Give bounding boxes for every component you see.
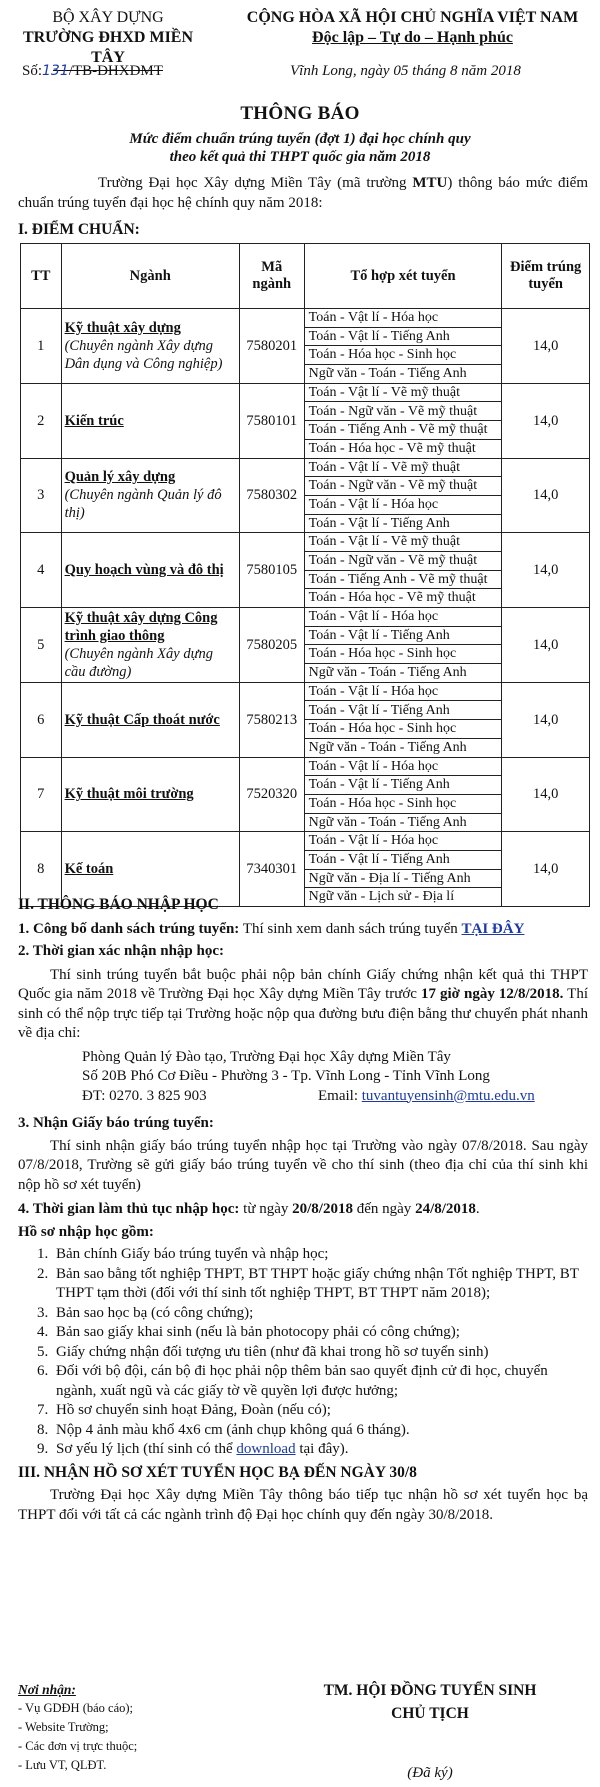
motto: Độc lập – Tự do – Hạnh phúc (312, 29, 513, 46)
major-cell (61, 458, 239, 533)
intro-paragraph (18, 173, 588, 213)
email-link[interactable]: tuvantuyensinh@mtu.edu.vn (361, 1087, 535, 1104)
section-1-heading: I. ĐIỂM CHUẨN: (18, 221, 140, 238)
item-2-4-end: . (475, 1201, 480, 1217)
list-item-end: tại đây). (295, 1441, 349, 1457)
major-code: 7340301 (239, 832, 304, 907)
intro-text-a: Trường Đại học Xây dựng Miền Tây (mã trường (98, 175, 413, 191)
result-list-link[interactable]: TẠI ĐÂY (461, 920, 525, 937)
row-number: 6 (21, 682, 62, 757)
col-header-tt: TT (21, 244, 62, 309)
doc-number-handwritten: 131 (42, 63, 69, 79)
subject-combination: Toán - Hóa học - Sinh học (304, 645, 502, 664)
documents-label: Hồ sơ nhập học gồm: (18, 1223, 154, 1240)
subject-combination: Ngữ văn - Địa lí - Tiếng Anh (304, 869, 502, 888)
document-title: THÔNG BÁO (240, 103, 360, 124)
subject-combination: Toán - Tiếng Anh - Vẽ mỹ thuật (304, 570, 502, 589)
major-code: 7580201 (239, 309, 304, 384)
major-specialization: (Chuyên ngành Xây dựng cầu đường) (64, 645, 214, 680)
row-number: 2 (21, 383, 62, 458)
subject-combination: Toán - Tiếng Anh - Vẽ mỹ thuật (304, 421, 502, 440)
table-row (21, 533, 590, 552)
section-2-heading: II. THÔNG BÁO NHẬP HỌC (18, 896, 219, 913)
enroll-to-date: 24/8/2018 (415, 1201, 476, 1217)
major-name: Kiến trúc (64, 412, 124, 429)
section-2 (18, 895, 588, 1525)
major-cell (61, 309, 239, 384)
section-3-heading: III. NHẬN HỒ SƠ XÉT TUYỂN HỌC BẠ ĐẾN NGÀY 30/8 (18, 1463, 417, 1481)
subject-combination: Toán - Vật lí - Hóa học (304, 832, 502, 851)
item-2-1-label: 1. Công bố danh sách trúng tuyển: (18, 920, 240, 937)
document-subtitle (0, 130, 600, 166)
confirm-deadline: 17 giờ ngày 12/8/2018. (420, 986, 564, 1002)
subject-combination: Toán - Vật lí - Tiếng Anh (304, 776, 502, 795)
subject-combination: Toán - Vật lí - Hóa học (304, 608, 502, 627)
document-number (22, 62, 163, 81)
major-code: 7580105 (239, 533, 304, 608)
email-label: Email: (318, 1087, 362, 1104)
cutoff-score: 14,0 (502, 383, 590, 458)
major-code: 7580302 (239, 458, 304, 533)
major-cell (61, 608, 239, 683)
major-name: Kỹ thuật môi trường (64, 786, 194, 803)
cutoff-score-table (20, 243, 590, 907)
major-code: 7580213 (239, 682, 304, 757)
list-item: 6. Đối với bộ đội, cán bộ đi học phải nộp thêm bản sao quyết định cử đi học, chuyển ngành, xuất ngũ và các giấy tờ về quyền lợi được hưởng; (52, 1362, 588, 1401)
col-header-major: Ngành (61, 244, 239, 309)
signer-title: CHỦ TỊCH (391, 1705, 469, 1723)
subject-combination: Ngữ văn - Toán - Tiếng Anh (304, 738, 502, 757)
item-2-4-label: 4. Thời gian làm thủ tục nhập học: (18, 1201, 240, 1217)
row-number: 7 (21, 757, 62, 832)
signature-block (300, 1681, 560, 1783)
major-name: Kỹ thuật Cấp thoát nước (64, 711, 220, 728)
subject-combination: Toán - Ngữ văn - Vẽ mỹ thuật (304, 551, 502, 570)
list-item: 2. Bản sao bằng tốt nghiệp THPT, BT THPT hoặc giấy chứng nhận Tốt nghiệp THPT, BT THPT tạm thời (đối với thí sinh tốt nghiệp THPT, BT THPT năm 2018); (52, 1265, 588, 1304)
col-header-combo: Tổ hợp xét tuyển (304, 244, 502, 309)
col-header-score: Điểm trúng tuyển (502, 244, 590, 309)
major-name: Kỹ thuật xây dựng (64, 319, 181, 336)
table-header-row (21, 244, 590, 309)
subject-combination: Ngữ văn - Toán - Tiếng Anh (304, 664, 502, 683)
table-row (21, 832, 590, 851)
table-row (21, 682, 590, 701)
subject-combination: Toán - Vật lí - Tiếng Anh (304, 327, 502, 346)
download-link[interactable]: download (236, 1441, 296, 1457)
major-specialization: (Chuyên ngành Quản lý đô thị) (64, 487, 222, 522)
subject-combination: Toán - Vật lí - Hóa học (304, 682, 502, 701)
cutoff-score: 14,0 (502, 533, 590, 608)
major-name: Kỹ thuật xây dựng Công trình giao thông (64, 609, 218, 644)
row-number: 5 (21, 608, 62, 683)
recipients-label: Nơi nhận: (18, 1682, 76, 1697)
major-cell (61, 533, 239, 608)
subject-combination: Toán - Vật lí - Hóa học (304, 757, 502, 776)
subject-combination: Toán - Ngữ văn - Vẽ mỹ thuật (304, 477, 502, 496)
documents-list (18, 1245, 588, 1460)
list-item: 3. Bản sao học bạ (có công chứng); (52, 1304, 588, 1324)
item-2-2-text-a: Thí sinh trúng tuyển bắt buộc phải nộp bản chính Giấy chứng nhận kết quả thi THPT Quốc gia năm 2018 về Trường Đại học Xây dựng Miền Tây trước (18, 966, 588, 1002)
subject-combination: Toán - Ngữ văn - Vẽ mỹ thuật (304, 402, 502, 421)
subject-combination: Toán - Vật lí - Vẽ mỹ thuật (304, 383, 502, 402)
table-row (21, 309, 590, 328)
subject-combination: Ngữ văn - Lịch sử - Địa lí (304, 888, 502, 907)
item-2-2-text (18, 966, 588, 1044)
list-item: 8. Nộp 4 ảnh màu khổ 4x6 cm (ảnh chụp không quá 6 tháng). (52, 1421, 588, 1441)
cutoff-score: 14,0 (502, 608, 590, 683)
phone-number: ĐT: 0270. 3 825 903 (82, 1087, 207, 1104)
item-2-2-text-b: Thí sinh có thể nộp trực tiếp tại Trường hoặc nộp qua đường bưu điện bằng thư chuyển phát nhanh về địa chỉ: (18, 986, 588, 1041)
table-row (21, 608, 590, 627)
subject-combination: Toán - Vật lí - Vẽ mỹ thuật (304, 533, 502, 552)
subject-combination: Toán - Vật lí - Vẽ mỹ thuật (304, 458, 502, 477)
school-code: MTU (412, 175, 448, 191)
subject-combination: Ngữ văn - Toán - Tiếng Anh (304, 813, 502, 832)
subject-combination: Toán - Hóa học - Vẽ mỹ thuật (304, 439, 502, 458)
subject-combination: Toán - Vật lí - Tiếng Anh (304, 514, 502, 533)
item-2-3-text: Thí sinh nhận giấy báo trúng tuyển nhập học tại Trường vào ngày 07/8/2018. Sau ngày 07/8/2018, Trường sẽ gửi giấy báo trúng tuyển về cho thí sinh (theo địa chỉ của thí sinh khi nộp hồ sơ xét tuyển) (18, 1137, 588, 1193)
table-row (21, 383, 590, 402)
subject-combination: Ngữ văn - Toán - Tiếng Anh (304, 365, 502, 384)
section-3-text: Trường Đại học Xây dựng Miền Tây thông báo tiếp tục nhận hồ sơ xét tuyển học bạ THPT đối với tất cả các ngành trình độ Đại học chính quy đến ngày 30/8/2018. (18, 1487, 588, 1523)
major-name: Quy hoạch vùng và đô thị (64, 562, 224, 579)
row-number: 4 (21, 533, 62, 608)
item-2-4 (18, 1200, 588, 1220)
table-body (21, 309, 590, 907)
ministry-name: BỘ XÂY DỰNG (52, 9, 164, 26)
list-item-text: Sơ yếu lý lịch (thí sinh có thể (56, 1441, 237, 1457)
issue-date: Vĩnh Long, ngày 05 tháng 8 năm 2018 (290, 63, 521, 79)
nation-name: CỘNG HÒA XÃ HỘI CHỦ NGHĨA VIỆT NAM (246, 9, 579, 26)
col-header-code: Mã ngành (239, 244, 304, 309)
major-cell (61, 383, 239, 458)
subtitle-line-1: Mức điểm chuẩn trúng tuyển (đợt 1) đại học chính quy (129, 131, 471, 147)
subject-combination: Toán - Vật lí - Hóa học (304, 495, 502, 514)
cutoff-score: 14,0 (502, 458, 590, 533)
subject-combination: Toán - Hóa học - Sinh học (304, 794, 502, 813)
doc-number-prefix: Số: (22, 63, 43, 79)
address-line-1: Phòng Quản lý Đào tạo, Trường Đại học Xây dựng Miền Tây (82, 1048, 451, 1065)
address-line-2: Số 20B Phó Cơ Điều - Phường 3 - Tp. Vĩnh Long - Tỉnh Vĩnh Long (82, 1068, 490, 1084)
enroll-from-date: 20/8/2018 (292, 1201, 353, 1217)
recipient-item: - Vụ GDĐH (báo cáo); (18, 1701, 134, 1715)
subject-combination: Toán - Hóa học - Sinh học (304, 346, 502, 365)
table-row (21, 458, 590, 477)
contact-line (18, 1087, 588, 1107)
major-code: 7580101 (239, 383, 304, 458)
major-code: 7520320 (239, 757, 304, 832)
subject-combination: Toán - Hóa học - Vẽ mỹ thuật (304, 589, 502, 608)
list-item: 4. Bản sao giấy khai sinh (nếu là bản photocopy phải có công chứng); (52, 1323, 588, 1343)
recipient-item: - Website Trường; (18, 1720, 109, 1734)
list-item: 7. Hồ sơ chuyển sinh hoạt Đảng, Đoàn (nếu có); (52, 1401, 588, 1421)
subject-combination: Toán - Vật lí - Tiếng Anh (304, 626, 502, 645)
list-item: 5. Giấy chứng nhận đối tượng ưu tiên (như đã khai trong hồ sơ tuyển sinh) (52, 1343, 588, 1363)
cutoff-score: 14,0 (502, 757, 590, 832)
cutoff-score: 14,0 (502, 309, 590, 384)
item-2-2-label: 2. Thời gian xác nhận nhập học: (18, 943, 225, 959)
major-name: Kế toán (64, 861, 114, 878)
email-block (318, 1087, 535, 1107)
cutoff-score: 14,0 (502, 832, 590, 907)
doc-number-suffix: /TB-ĐHXDMT (68, 63, 163, 79)
row-number: 8 (21, 832, 62, 907)
major-cell (61, 757, 239, 832)
nation-block (230, 8, 595, 48)
item-2-1 (18, 920, 588, 940)
list-item: 1. Bản chính Giấy báo trúng tuyển và nhập học; (52, 1245, 588, 1265)
signer-council: TM. HỘI ĐỒNG TUYỂN SINH (323, 1682, 537, 1699)
table-row (21, 757, 590, 776)
item-2-4-text-b: đến ngày (352, 1201, 416, 1217)
signed-note: (Đã ký) (407, 1764, 453, 1781)
list-item (52, 1440, 588, 1460)
major-specialization: (Chuyên ngành Xây dựng Dân dụng và Công nghiệp) (64, 337, 223, 372)
subtitle-line-2: theo kết quả thi THPT quốc gia năm 2018 (169, 149, 431, 165)
subject-combination: Toán - Vật lí - Hóa học (304, 309, 502, 328)
item-2-4-text-a: từ ngày (239, 1201, 293, 1217)
item-2-3-label: 3. Nhận Giấy báo trúng tuyển: (18, 1115, 214, 1131)
intro-text-b: ) thông báo mức điểm chuẩn trúng tuyển đại học hệ chính quy năm 2018: (18, 175, 588, 211)
school-name: TRƯỜNG ĐHXD MIỀN TÂY (22, 29, 194, 66)
subject-combination: Toán - Vật lí - Tiếng Anh (304, 850, 502, 869)
subject-combination: Toán - Vật lí - Tiếng Anh (304, 701, 502, 720)
item-2-1-text: Thí sinh xem danh sách trúng tuyển (239, 920, 462, 937)
row-number: 1 (21, 309, 62, 384)
major-cell (61, 682, 239, 757)
cutoff-score: 14,0 (502, 682, 590, 757)
subject-combination: Toán - Hóa học - Sinh học (304, 720, 502, 739)
recipient-item: - Lưu VT, QLĐT. (18, 1758, 107, 1772)
recipient-item: - Các đơn vị trực thuộc; (18, 1739, 138, 1753)
row-number: 3 (21, 458, 62, 533)
major-code: 7580205 (239, 608, 304, 683)
major-name: Quản lý xây dựng (64, 469, 176, 486)
recipients-block (18, 1680, 228, 1775)
